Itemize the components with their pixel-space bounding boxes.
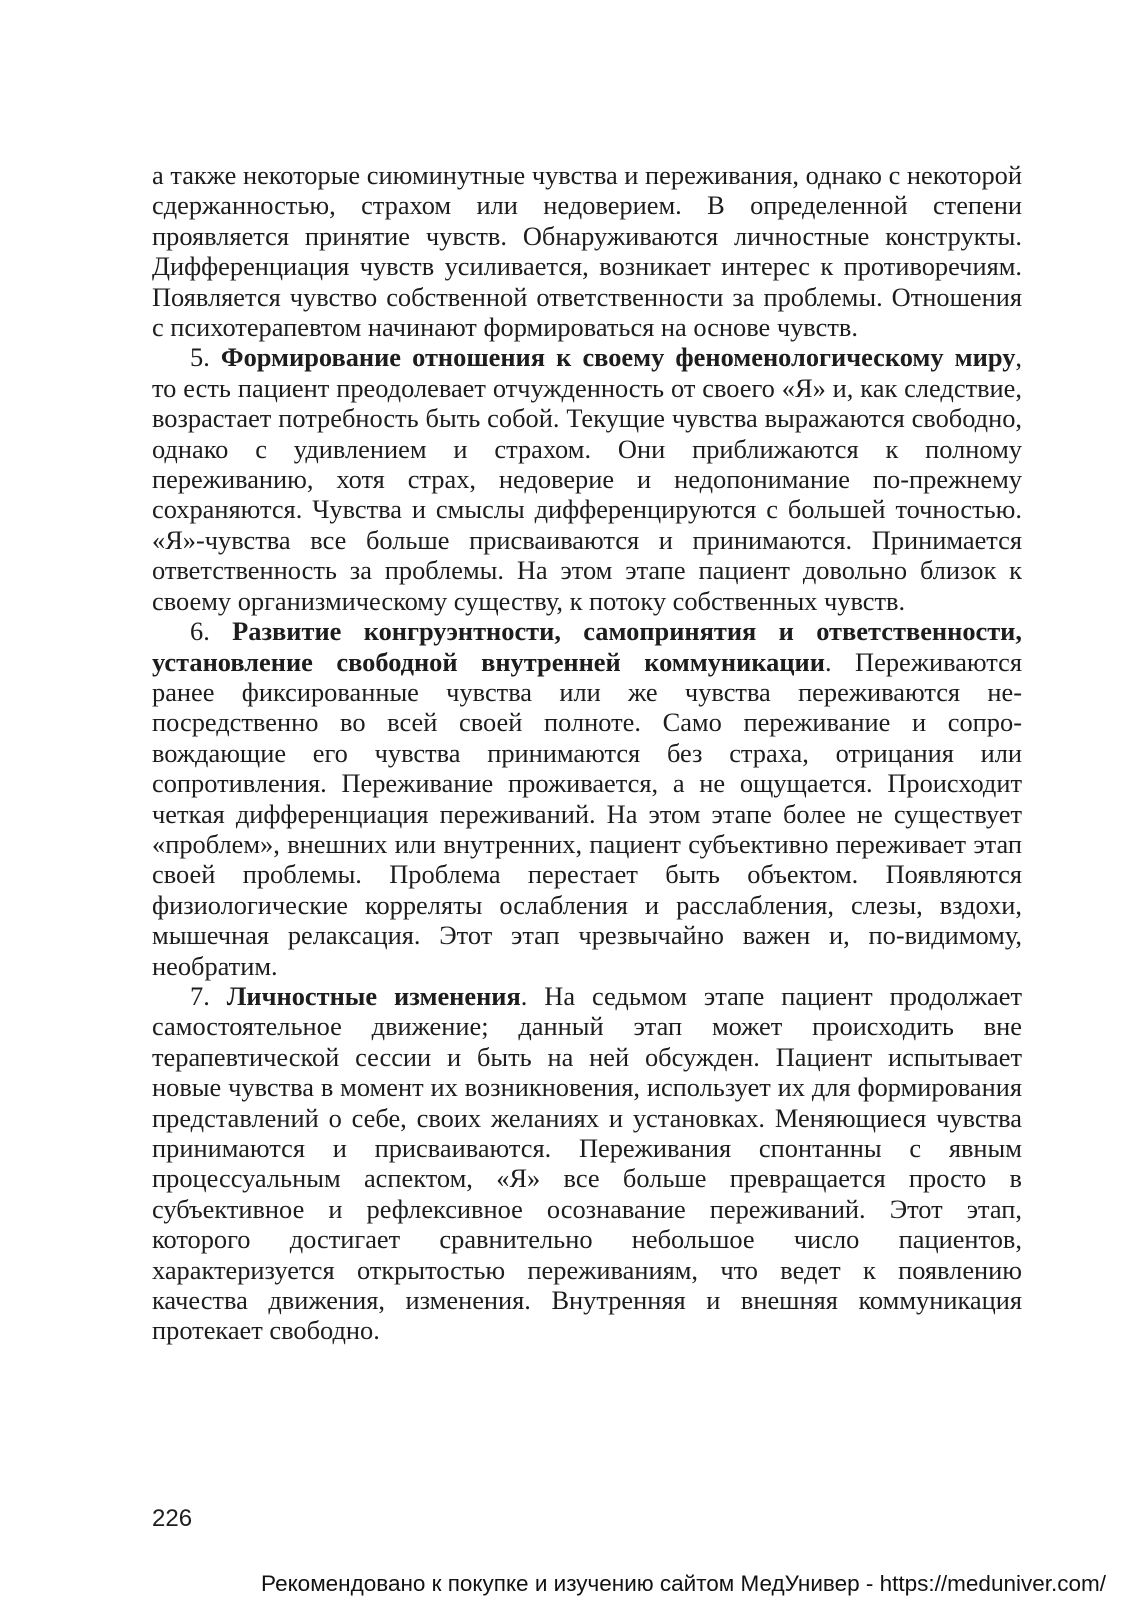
footer-promo-text: Рекомендовано к покупке и изучению сайтом МедУнивер - https://meduniver.com/ — [261, 1571, 1106, 1596]
stage-number: 5. — [190, 342, 221, 373]
paragraph-text: а также некоторые сиюминутные чувства и переживания, однако с некоторой сдержанностью, страхом или недоверием. В определенной степени проявляется принятие чувств. Обнаруживаются личностные конструкты. Дифференциация чувств усиливается, возникает интерес к противоречиям. Появляется чувство собственной ответственности за проблемы. Отношения с психотерапевтом начинают формироваться на основе чувств. — [152, 160, 1022, 343]
paragraph-continuation — [152, 160, 1022, 342]
stage-heading: Личностные изменения — [226, 980, 521, 1011]
paragraph-stage-6 — [152, 616, 1022, 981]
stage-number: 6. — [190, 616, 233, 647]
paragraph-text: . Переживаются ранее фиксированные чувства или же чувства переживаются непосредственно во всей своей полноте. Само переживание и сопровождающие его чувства принимаются без страха, отрицания или сопротивления. Переживание проживается, а не ощущается. Происходит четкая дифференциация переживаний. На этом этапе более не существует «проблем», внешних или внутренних, пациент субъективно переживает этап своей проблемы. Проблема перестает быть объектом. Появляются физиологические корреляты ослабления и расслабления, слезы, вздохи, мышечная релаксация. Этот этап чрезвычайно важен и, по-видимому, необратим. — [152, 646, 1022, 981]
paragraph-text: . На седьмом этапе пациент продолжает самостоятельное движение; данный этап может происходить вне терапевтической сессии и быть на ней обсужден. Пациент испытывает новые чувства в момент их возникновения, использует их для формирования представлений о себе, своих желаниях и установках. Меняющиеся чувства принимаются и присваиваются. Переживания спонтанны с явным процессуальным аспектом, «Я» все больше превращается просто в субъективное и рефлексивное осознавание переживаний. Этот этап, которого достигает сравнительно небольшое число пациентов, характеризуется открытостью переживаниям, что ведет к появлению качества движения, изменения. Внутренняя и внешняя коммуникация протекает свободно. — [152, 980, 1023, 1346]
page-body — [152, 160, 1022, 1346]
paragraph-stage-7 — [152, 981, 1022, 1346]
stage-heading: Формирование отношения к своему феноменологическому миру — [220, 342, 1016, 373]
paragraph-stage-5 — [152, 342, 1022, 616]
stage-number: 7. — [190, 980, 227, 1011]
paragraph-text: , то есть пациент преодолевает отчужденность от своего «Я» и, как следствие, возрастает потребность быть собой. Текущие чувства выражаются свободно, однако с удивлением и страхом. Они приближаются к полному переживанию, хотя страх, недоверие и недопонимание по-прежнему сохраняются. Чувства и смыслы дифференцируются с большей точностью. «Я»-чувства все больше присваиваются и принимаются. Принимается ответственность за проблемы. На этом этапе пациент довольно близок к своему организмическому существу, к потоку собственных чувств. — [152, 342, 1022, 616]
page-number: 226 — [152, 1505, 193, 1532]
stage-heading: Развитие конгруэнтности, самопринятия и ответственности, установление свободной внутренней коммуникации — [152, 616, 1022, 677]
